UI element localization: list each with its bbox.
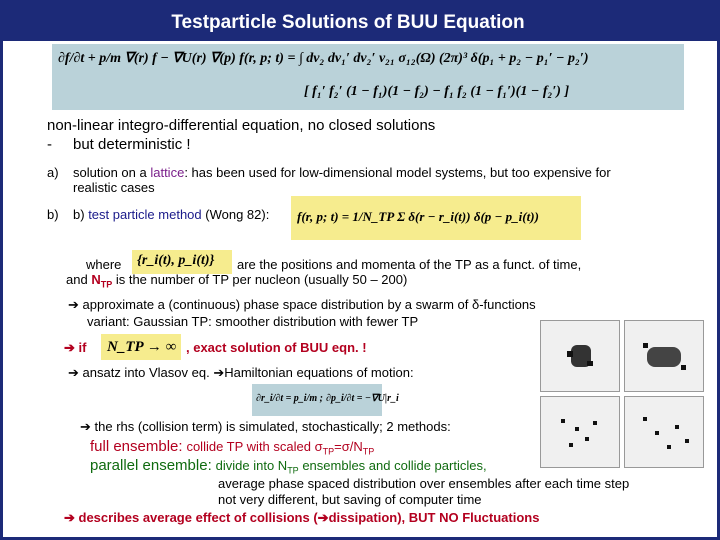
item-b-text-post: (Wong 82):	[201, 207, 270, 222]
parallel-ensemble-text	[215, 458, 487, 476]
where-line2-pre: and	[66, 272, 92, 287]
item-a-text	[73, 165, 611, 180]
full-ensemble-text1: collide TP with scaled σ	[186, 439, 323, 454]
limit-text: , exact solution of BUU eqn. !	[186, 340, 367, 355]
item-b-text	[73, 207, 269, 222]
parallel-ensemble-text2: ensembles and collide particles,	[298, 458, 487, 473]
item-a-lattice: lattice	[150, 165, 185, 180]
item-a-text-post: : has been used for low-dimensional model systems, but too expensive for	[184, 165, 611, 180]
parallel-ensemble-text1: divide into N	[215, 458, 288, 473]
item-b-marker: b)	[47, 207, 59, 222]
where-word: where	[86, 257, 122, 272]
conclusion-line	[64, 510, 539, 525]
approx-line1	[68, 297, 536, 312]
ansatz-text-post: Hamiltonian equations of motion:	[224, 365, 414, 380]
conclusion-text-pre: describes average effect of collisions (	[78, 510, 318, 525]
arrow-icon: ➔	[68, 365, 83, 380]
hamilton-equations	[252, 384, 399, 416]
limit-if-text: if	[78, 340, 87, 355]
where-ntp-sub: TP	[100, 279, 113, 290]
where-ntp-n: N	[91, 272, 101, 287]
ansatz-line	[68, 365, 414, 380]
item-a-text-pre: solution on a	[73, 165, 151, 180]
where-equation	[132, 250, 232, 274]
slide-title: Testparticle Solutions of BUU Equation	[171, 12, 525, 33]
item-a-marker: a)	[47, 165, 59, 180]
intro-line1: non-linear integro-differential equation, no closed solutions	[47, 117, 436, 134]
average-line2: not very different, but saving of computer time	[218, 492, 482, 507]
arrow-icon: ➔	[68, 297, 83, 312]
where-line2	[66, 272, 407, 293]
buu-equation-box	[52, 44, 684, 110]
title-bar	[3, 3, 717, 41]
full-ensemble-sub2: TP	[362, 446, 375, 457]
buu-equation-line1: ∂f/∂t + p/m ∇(r) f − ∇U(r) ∇(p) f(r, p; t) = ∫ dv₂ dv₁′ dv₂′ v₂₁ σ₁₂(Ω) (2π)³ δ(p₁ + p₂ − p₁′ − p₂′)	[58, 51, 589, 66]
item-b-marker2: b)	[73, 207, 85, 222]
plot-panel-1	[540, 320, 620, 392]
average-line1: average phase spaced distribution over ensembles after each time step	[218, 476, 630, 491]
arrow-icon: ➔	[80, 419, 95, 434]
buu-equation-line2: [ f₁′ f₂′ (1 − f₁)(1 − f₂) − f₁ f₂ (1 − f₁′)(1 − f₂′) ]	[304, 84, 570, 99]
plot-panel-2	[624, 320, 704, 392]
approx-line1-text: approximate a (continuous) phase space distribution by a swarm of δ-functions	[82, 297, 536, 312]
intro-dash: -	[47, 136, 52, 153]
conclusion-text-mid: dissipation), BUT NO Fluctuations	[328, 510, 540, 525]
where-ntp	[91, 272, 113, 290]
limit-equation	[101, 334, 181, 360]
limit-equation-text: N_TP → ∞	[107, 339, 177, 355]
arrow-icon: ➔	[213, 365, 225, 380]
limit-if	[64, 340, 86, 355]
plot-panel-3	[540, 396, 620, 468]
approx-line2: variant: Gaussian TP: smoother distribution with fewer TP	[87, 314, 419, 329]
arrow-icon: ➔	[317, 510, 329, 525]
intro-line2: but deterministic !	[73, 136, 191, 153]
hamilton-eq2: ∂p_i/∂t = −∇U|r_i	[326, 393, 399, 404]
where-text: are the positions and momenta of the TP as a funct. of time,	[237, 257, 582, 272]
plot-panel-4	[624, 396, 704, 468]
item-b-test-particle: test particle method	[88, 207, 202, 222]
collision-line1	[80, 419, 451, 434]
where-equation-text: {r_i(t), p_i(t)}	[137, 253, 215, 268]
collision-line1-text: the rhs (collision term) is simulated, stochastically; 2 methods:	[94, 419, 451, 434]
test-particle-equation-text: f(r, p; t) = 1/N_TP Σ δ(r − r_i(t)) δ(p − p_i(t))	[297, 209, 539, 224]
full-ensemble-text	[186, 439, 375, 457]
parallel-ensemble-sub: TP	[287, 465, 299, 476]
arrow-icon: ➔	[64, 340, 79, 355]
full-ensemble-label: full ensemble:	[90, 438, 183, 455]
full-ensemble-text2: =σ/N	[334, 439, 363, 454]
arrow-icon: ➔	[64, 510, 79, 525]
parallel-ensemble-label: parallel ensemble:	[90, 457, 212, 474]
simulation-plots	[540, 320, 710, 480]
where-line2-post: is the number of TP per nucleon (usually 50 – 200)	[112, 272, 408, 287]
test-particle-equation	[291, 196, 581, 240]
item-a-line2: realistic cases	[73, 180, 155, 195]
full-ensemble-sub1: TP	[322, 446, 335, 457]
ansatz-text-pre: ansatz into Vlasov eq.	[82, 365, 214, 380]
hamilton-eq1: ∂r_i/∂t = p_i/m ;	[256, 393, 323, 404]
